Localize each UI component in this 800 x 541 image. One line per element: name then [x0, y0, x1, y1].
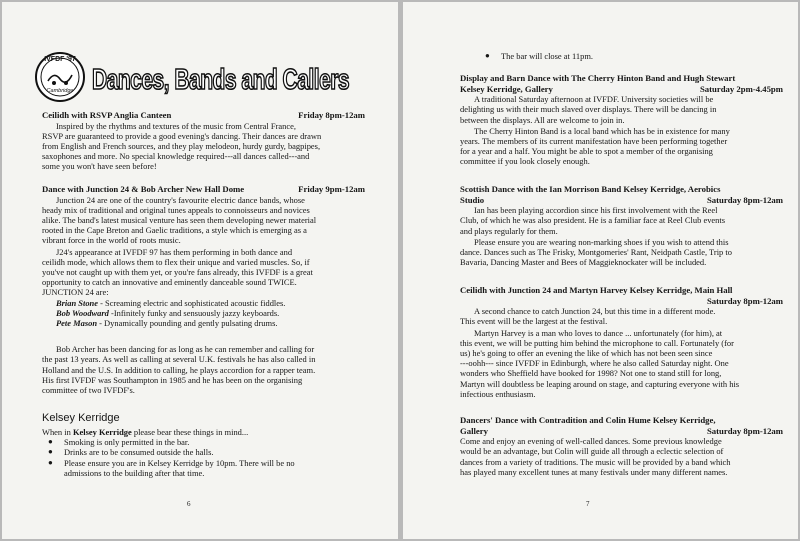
- text-line: Holland and the U.S. In addition to calling, he plays accordion for a rapper team.: [42, 364, 316, 375]
- text-line: between the displays. All are welcome to join in.: [460, 114, 625, 125]
- text-line: Inspired by the rhythms and textures of the music from Central France,: [56, 120, 296, 131]
- text-line: ceilidh mode, which allows them to flex their unique and varied muscles. So, if: [42, 256, 310, 267]
- bullet-icon: ●: [48, 437, 53, 447]
- list-item: ● Please ensure you are in Kelsey Kerridge by 10pm. There will be no: [48, 457, 295, 468]
- band-member: Brian Stone - Screaming electric and sophisticated acoustic fiddles.: [56, 297, 286, 308]
- logo-top-text: IVFDF '97: [44, 56, 76, 63]
- text-line: opportunity to catch an innovative and eminently danceable sound TWICE.: [42, 277, 297, 288]
- text-line: this event, we will be putting him behind the microphone to call. Fortunately (for: [460, 337, 734, 348]
- text-line: wonders who Sheffield have booked for 1998? Not one to stand still for long,: [460, 368, 722, 379]
- event-venue: Kelsey Kerridge, Gallery: [460, 83, 553, 94]
- event-title: Dance with Junction 24 & Bob Archer New Hall Dome: [42, 184, 245, 194]
- list-item: ● Drinks are to be consumed outside the halls.: [48, 447, 214, 458]
- section-heading: [42, 110, 365, 121]
- text-line: Club, of which he was also president. He is a familiar face at Reel Club events: [460, 215, 725, 226]
- section-heading: [42, 184, 365, 195]
- event-time: Saturday 2pm-4.45pm: [699, 83, 783, 94]
- event-time: Saturday 8pm-12am: [706, 295, 783, 306]
- event-venue: Studio: [460, 194, 485, 205]
- text-line: you've not caught up with them yet, or you're fans already, this IVFDF is a great: [42, 267, 313, 278]
- event-time: Friday 8pm-12am: [298, 110, 365, 120]
- bullet-icon: ●: [48, 447, 53, 457]
- event-title: Scottish Dance with the Ian Morrison Band Kelsey Kerridge, Aerobics: [460, 184, 721, 194]
- section-heading: [460, 84, 783, 95]
- text-line: Junction 24 are one of the country's favourite electric dance bands, whose: [56, 194, 305, 205]
- text-line: us) he's going to offer an evening the like of which has not been seen since: [460, 348, 713, 358]
- text-line: delighting us with their much slaved over displays. There will be dancing in: [460, 104, 717, 115]
- page-title: Dances, Bands and Callers: [92, 64, 350, 96]
- text-line: from English and French sources, and they play melodeon, hurdy gurdy, bagpipes,: [42, 141, 321, 151]
- page-6: [2, 2, 398, 539]
- band-member: Bob Woodward -Infinitely funky and sensuously jazzy keyboards.: [56, 307, 280, 318]
- rules-list: [42, 437, 365, 478]
- text-line: for a year and a half. You might be able to spot a member of the organising: [460, 146, 713, 157]
- bar-note-list: [479, 51, 769, 61]
- section-kelsey-kerridge: [42, 411, 365, 478]
- text-line: committee if you look closely enough.: [460, 156, 590, 167]
- event-title: Dancers' Dance with Contradition and Colin Hume Kelsey Kerridge,: [460, 415, 716, 425]
- text-line: dance. Dances such as The Frisky, Montgomeries' Rant, Neidpath Castle, Trip to: [460, 247, 732, 257]
- event-title: Display and Barn Dance with The Cherry Hinton Band and Hugh Stewart: [460, 73, 736, 83]
- text-line: Please ensure you are wearing non-marking shoes if you wish to attend this: [474, 236, 729, 247]
- section-heading: [460, 195, 783, 206]
- text-line: The Cherry Hinton Band is a local band which has be in existence for many: [474, 125, 730, 136]
- section-junction24-harvey: [460, 285, 783, 399]
- text-line: has played many excellent tunes at many festivals under many different names.: [460, 466, 728, 477]
- list-item: ● Smoking is only permitted in the bar.: [48, 437, 190, 448]
- ivfdf-logo: [34, 51, 86, 103]
- text-line: some you won't have seen before!: [42, 161, 157, 172]
- section-barn-dance: [460, 73, 783, 167]
- list-item-continued: admissions to the building after that time.: [64, 467, 205, 478]
- list-item: ● The bar will close at 11pm.: [485, 51, 594, 61]
- bullet-icon: ●: [48, 457, 53, 467]
- band-member: Pete Mason - Dynamically pounding and gently pulsating drums.: [56, 318, 278, 329]
- event-time: Saturday 8pm-12am: [706, 425, 783, 436]
- text-line: infectious enthusiasm.: [460, 388, 536, 399]
- text-line: This event will be the largest at the festival.: [460, 316, 608, 327]
- section-heading: Kelsey Kerridge: [42, 412, 120, 424]
- section-heading: [460, 426, 783, 437]
- text-line: A second chance to catch Junction 24, but this time in a different mode.: [474, 306, 716, 317]
- text-line: Bob Archer has been dancing for as long as he can remember and calling for: [56, 344, 315, 355]
- text-line: RSVP are guaranteed to provide a good evening's dancing. Their dances are drawn: [42, 130, 322, 141]
- text-line: the past 13 years. As well as calling at several U.K. festivals he has also called in: [42, 354, 316, 365]
- event-venue: Gallery: [460, 425, 488, 436]
- page-7: [403, 2, 798, 539]
- text-line: His first IVFDF was Southampton in 1985 and he has been on the organising: [42, 374, 303, 385]
- event-title: Ceilidh with Junction 24 and Martyn Harvey Kelsey Kerridge, Main Hall: [460, 285, 733, 295]
- text-line: heady mix of traditional and original tunes appeals to connoisseurs and novices: [42, 204, 310, 215]
- page-number: 7: [586, 500, 590, 508]
- text-line: rooted in the Cape Breton and Gaelic traditions, a style which is emerging as a: [42, 225, 307, 236]
- text-line: years. The members of its current manifestation have been performing together: [460, 136, 728, 146]
- section-dancers-dance: [460, 415, 783, 477]
- text-line: would be an advantage, but Colin will guide all through a eclectic selection of: [460, 446, 724, 457]
- logo-bottom-text: Cambridge: [46, 88, 74, 94]
- text-line: J24's appearance at IVFDF 97 has them performing in both dance and: [56, 246, 293, 257]
- text-line: Martyn will doubtless be leaping around on stage, and capturing everyone with his: [460, 378, 740, 389]
- text-line: dances from a variety of traditions. The music will be provided by a band which: [460, 456, 731, 467]
- kelsey-intro: When in Kelsey Kerridge please bear these things in mind...: [42, 427, 249, 437]
- bullet-icon: ●: [485, 51, 490, 60]
- band-members: [42, 298, 365, 329]
- text-line: Bavaria, Dancing Master and Bees of Maggieknockater will be included.: [460, 257, 707, 268]
- text-line: ---oohh--- since IVFDF in Edinburgh, where he also called Saturday night. One: [460, 358, 729, 369]
- text-line: Come and enjoy an evening of well-called dances. Some previous knowledge: [460, 436, 722, 447]
- page-number: 6: [187, 500, 191, 508]
- text-line: alike. The band's latest musical venture has seen them developing newer material: [42, 215, 317, 225]
- text-line: vibrant force in the world of roots music.: [42, 235, 181, 246]
- text-line: and plays regularly for them.: [460, 225, 558, 236]
- section-scottish-dance: [460, 184, 783, 267]
- text-line: committee of two IVFDF's.: [42, 385, 135, 396]
- event-time: Friday 9pm-12am: [298, 184, 365, 194]
- text-line: A traditional Saturday afternoon at IVFDF. University societies will be: [474, 94, 714, 105]
- section-junction24: [42, 184, 365, 395]
- event-title: Ceilidh with RSVP Anglia Canteen: [42, 110, 172, 120]
- section-ceilidh-rsvp: [42, 110, 365, 172]
- event-time: Saturday 8pm-12am: [706, 194, 783, 205]
- text-line: JUNCTION 24 are:: [42, 287, 109, 298]
- text-line: Martyn Harvey is a man who loves to dance ... unfortunately (for him), at: [474, 327, 723, 338]
- text-line: saxophones and more. No special knowledge required---all dances called---and: [42, 151, 310, 162]
- text-line: Ian has been playing accordion since his first involvement with the Reel: [474, 205, 718, 216]
